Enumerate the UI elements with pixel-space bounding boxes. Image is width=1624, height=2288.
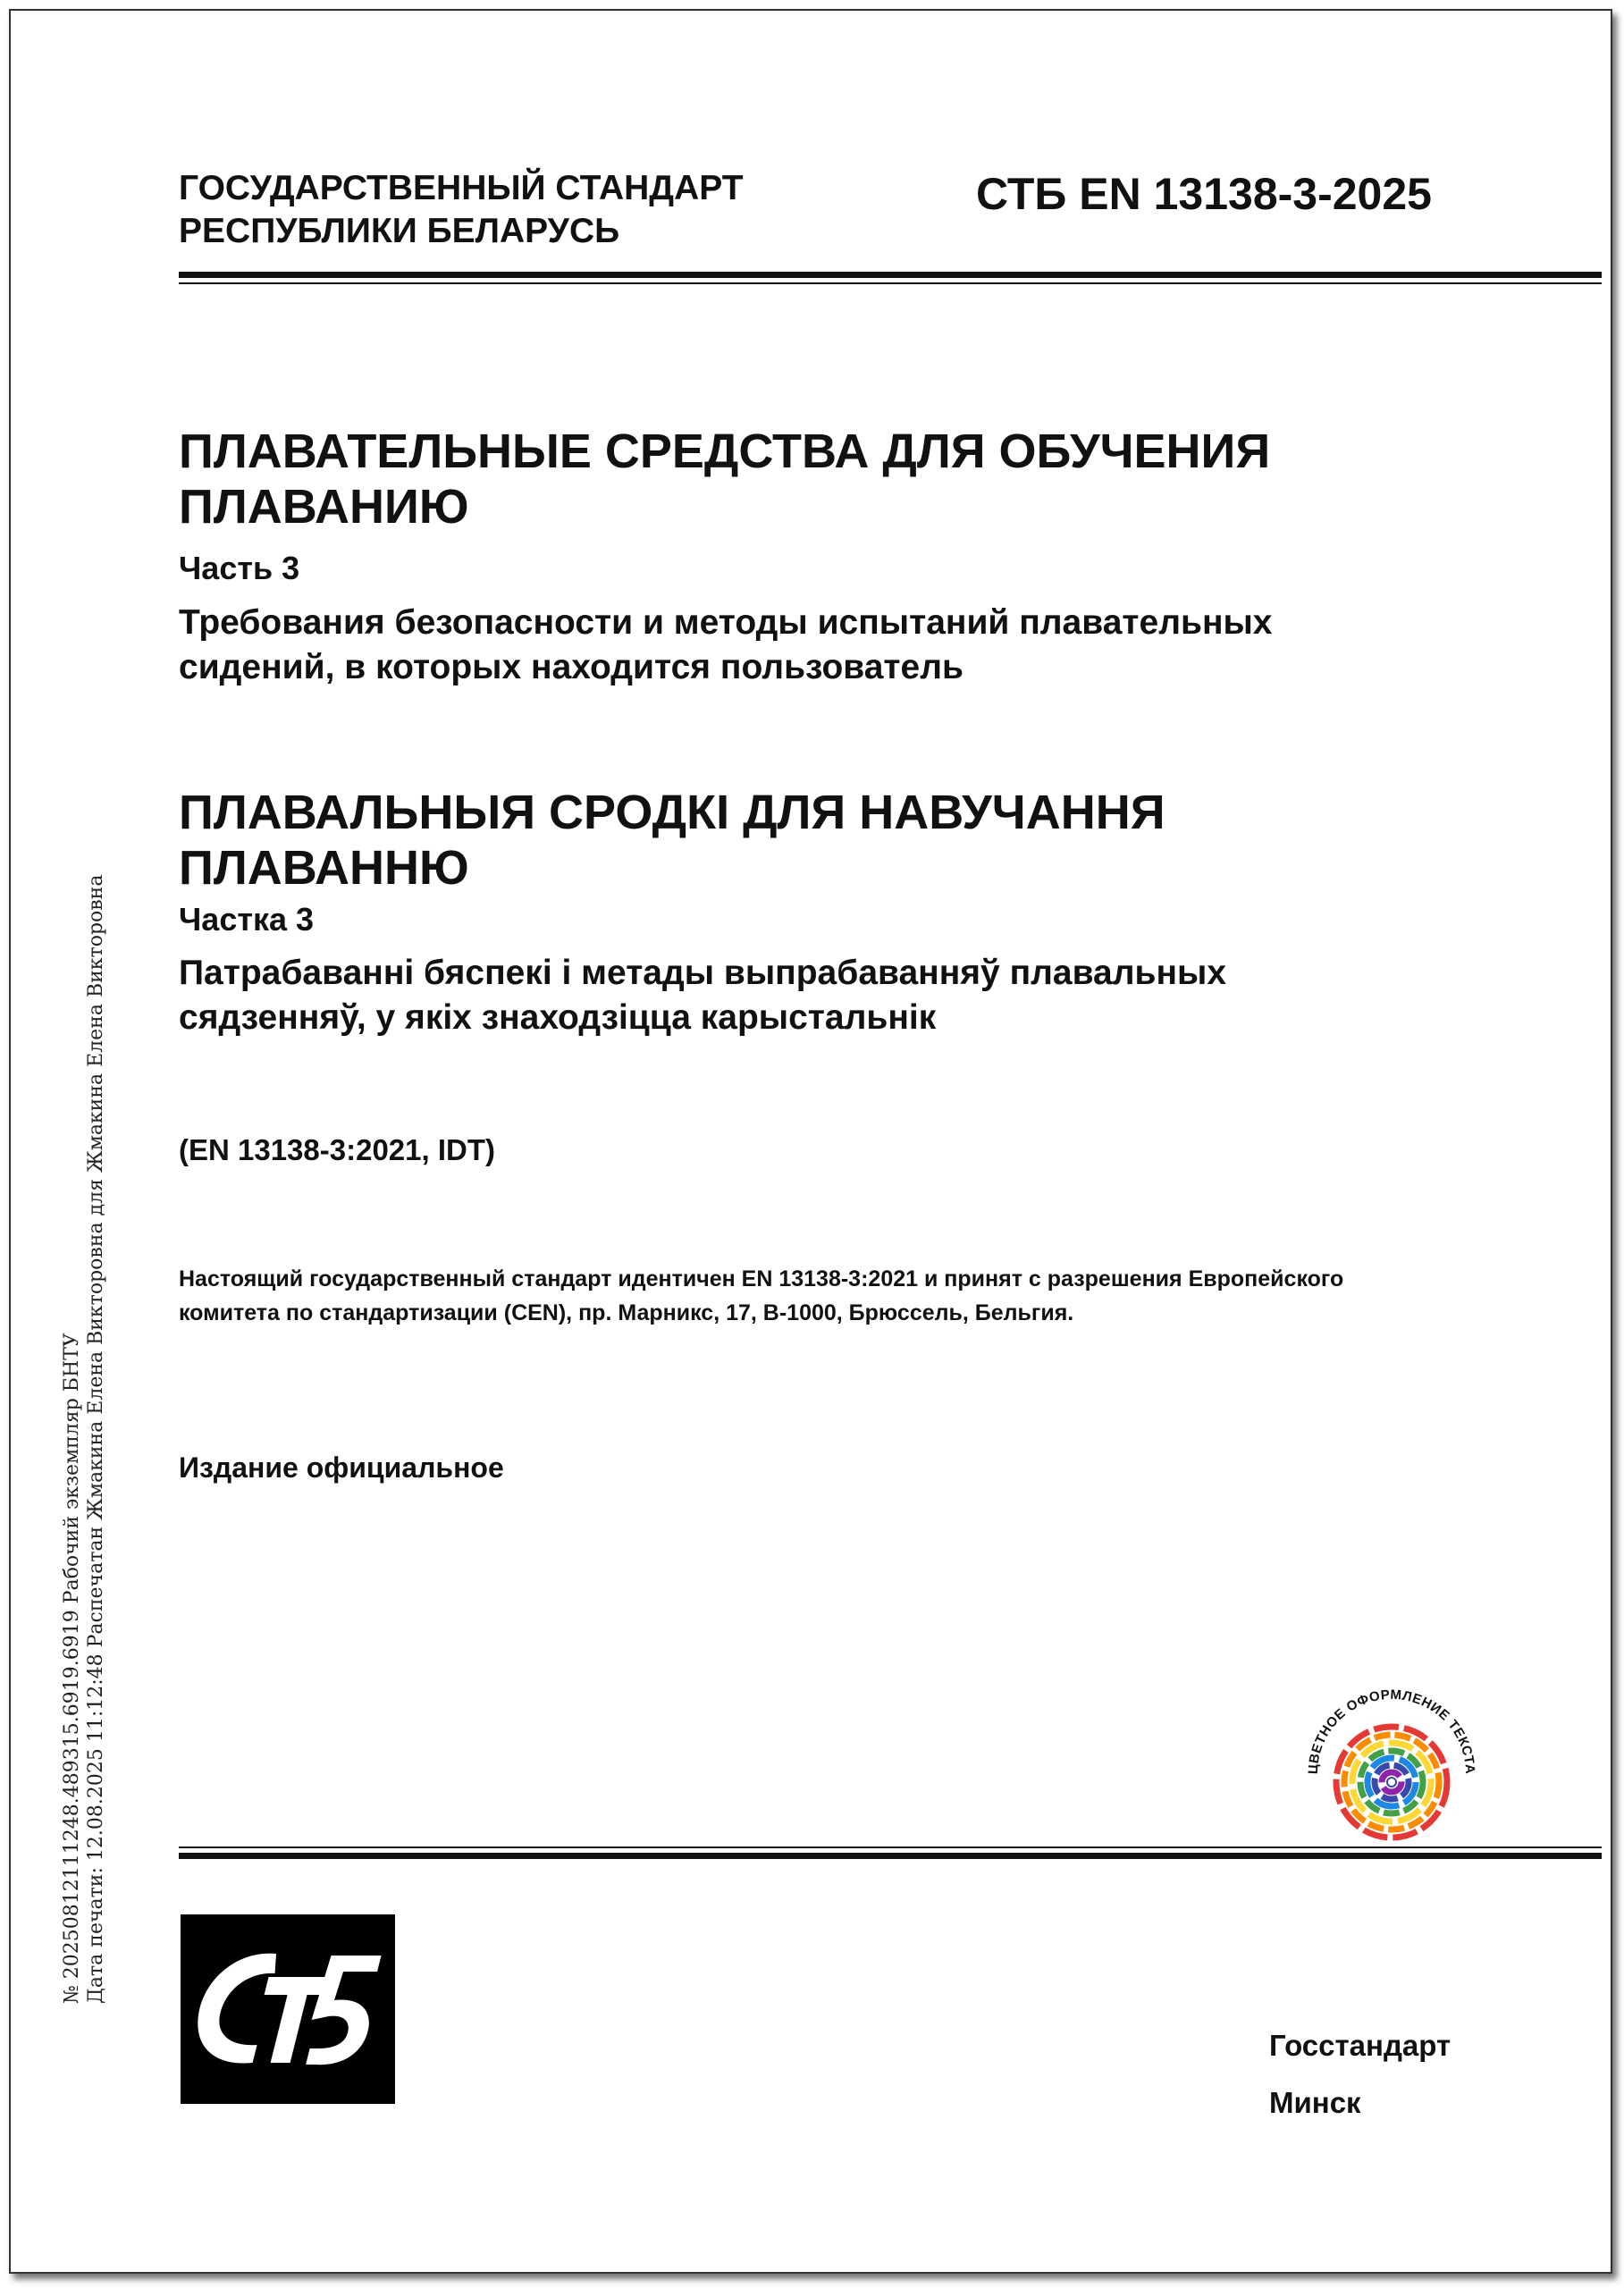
stb-logo-mark — [181, 1914, 395, 2104]
org-line-1: ГОСУДАРСТВЕННЫЙ СТАНДАРТ — [179, 169, 744, 207]
identity-note-line-1: Настоящий государственный стандарт идентичен EN 13138-3:2021 и принят с разрешения Европейского — [179, 1266, 1344, 1291]
russian-subtitle-line-2: сидений, в которых находится пользователь — [179, 648, 963, 686]
header-rule-thick — [179, 272, 1602, 278]
publisher: Госстандарт — [1269, 2029, 1452, 2062]
belarusian-title-line-1: ПЛАВАЛЬНЫЯ СРОДКІ ДЛЯ НАВУЧАННЯ — [179, 786, 1165, 839]
document-page — [9, 9, 1612, 2274]
identity-note-line-2: комитета по стандартизации (CEN), пр. Марникс, 17, B-1000, Брюссель, Бельгия. — [179, 1300, 1074, 1325]
color-design-badge — [1298, 1673, 1485, 1861]
en-reference: (EN 13138-3:2021, IDT) — [179, 1133, 495, 1166]
footer-rule-thick — [179, 1853, 1602, 1859]
badge-rings — [1336, 1727, 1447, 1838]
publisher-city: Минск — [1269, 2086, 1361, 2119]
russian-title — [179, 424, 1270, 534]
belarusian-title-line-2: ПЛАВАННЮ — [179, 841, 469, 895]
belarusian-subtitle — [179, 951, 1226, 1040]
russian-subtitle-line-1: Требования безопасности и методы испытаний плавательных — [179, 603, 1273, 642]
header-rule-thin — [179, 282, 1602, 284]
belarusian-subtitle-line-1: Патрабаванні бяспекі і метады выпрабаванняў плавальных — [179, 954, 1227, 992]
stb-logo — [181, 1914, 395, 2104]
side-stamp-line-2: Дата печати: 12.08.2025 11:12:48 Распечатан Жмакина Елена Викторовна для Жмакина Елена Викторовна — [85, 874, 107, 2004]
russian-title-line-2: ПЛАВАНИЮ — [179, 480, 469, 534]
identity-note — [179, 1262, 1510, 1330]
russian-part: Часть 3 — [179, 550, 300, 586]
russian-title-line-1: ПЛАВАТЕЛЬНЫЕ СРЕДСТВА ДЛЯ ОБУЧЕНИЯ — [179, 425, 1271, 478]
standard-code: СТБ EN 13138-3-2025 — [976, 169, 1432, 219]
badge-center-dot — [1387, 1778, 1396, 1787]
belarusian-title — [179, 785, 1165, 896]
side-print-stamp — [60, 875, 108, 2004]
org-line-2: РЕСПУБЛИКИ БЕЛАРУСЬ — [179, 212, 620, 250]
header-organization — [179, 167, 744, 253]
russian-subtitle — [179, 601, 1273, 690]
badge-arc-text: ЦВЕТНОЕ ОФОРМЛЕНИЕ ТЕКСТА — [1305, 1687, 1478, 1775]
belarusian-part: Частка 3 — [179, 901, 315, 938]
footer-rule-thin — [179, 1846, 1602, 1848]
belarusian-subtitle-line-2: сядзенняў, у якіх знаходзіцца карыстальнік — [179, 998, 937, 1037]
side-stamp-line-1: № 20250812111248.489315.6919.6919 Рабочий экземпляр БНТУ — [61, 1333, 83, 2004]
edition-label: Издание официальное — [179, 1451, 504, 1484]
